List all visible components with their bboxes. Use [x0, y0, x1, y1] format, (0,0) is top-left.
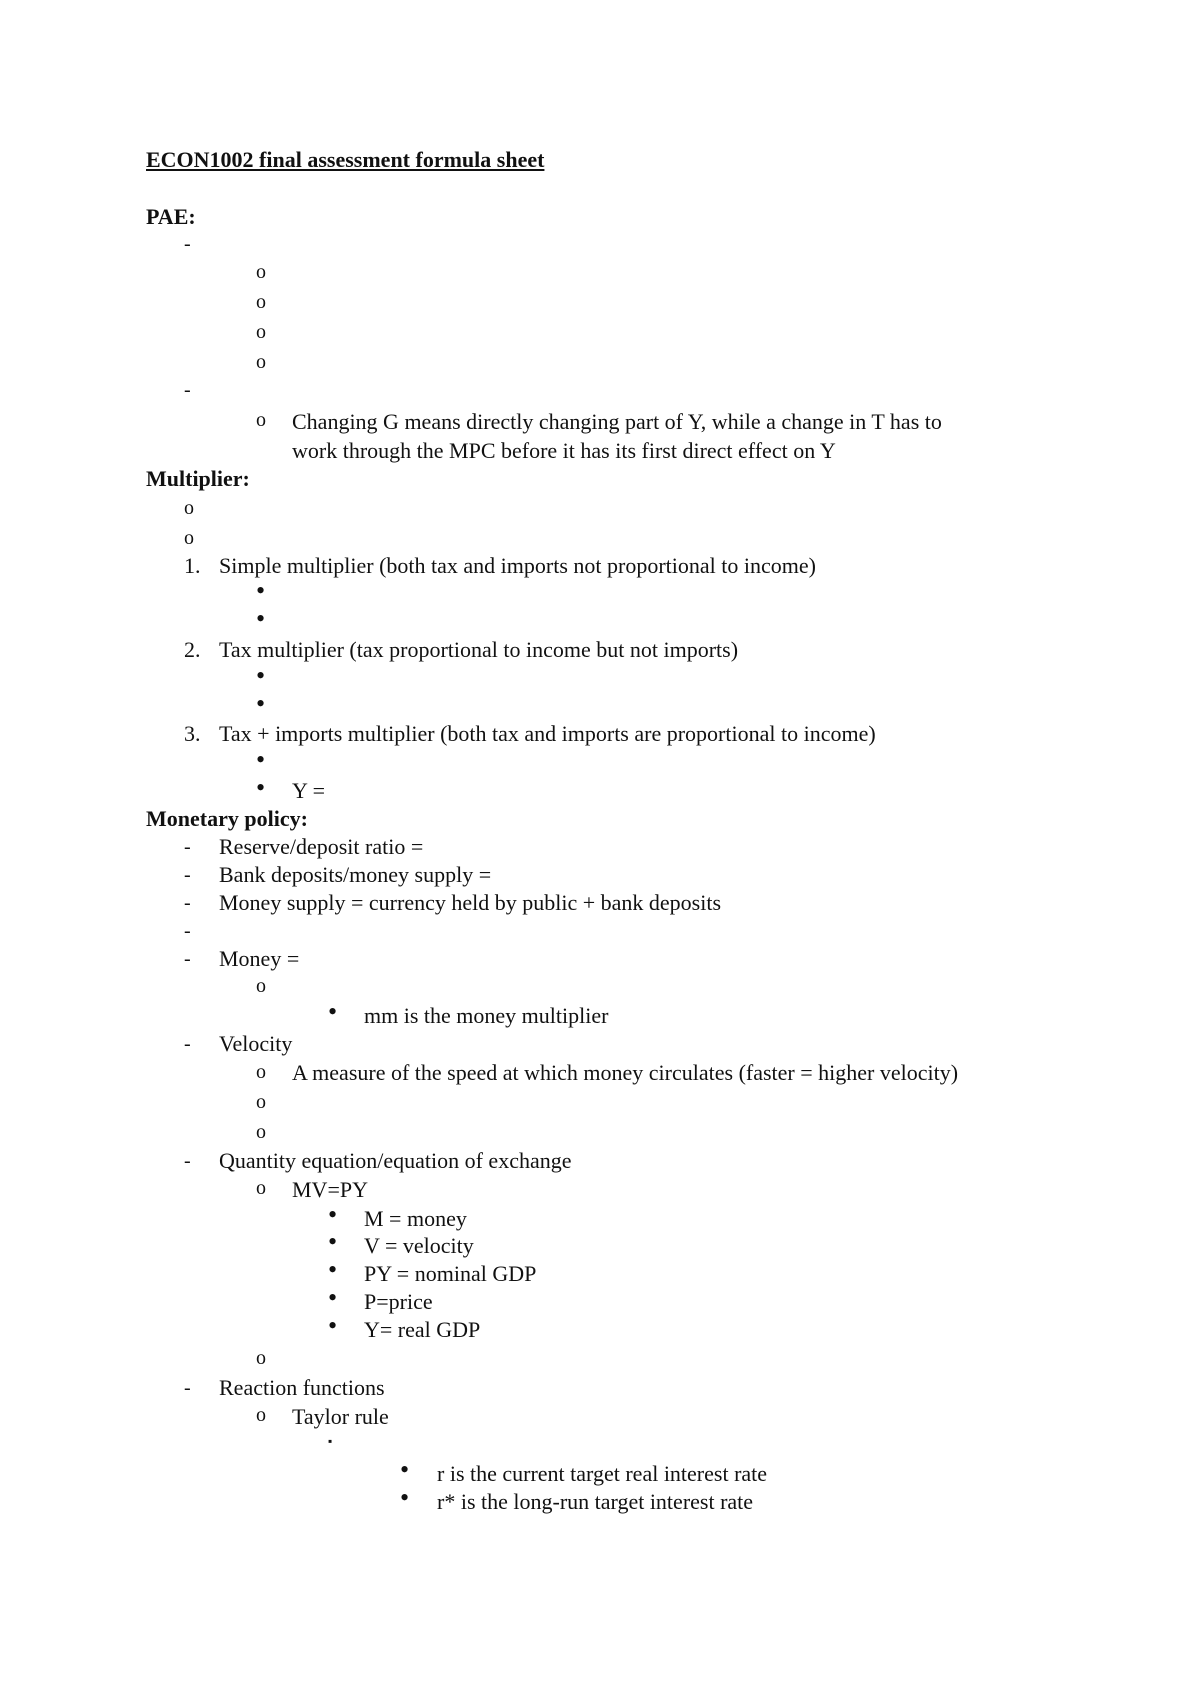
dot-bullet: •	[328, 1255, 338, 1284]
circle-bullet: o	[184, 527, 194, 549]
definition-money: M = money	[364, 1206, 467, 1231]
circle-bullet: o	[184, 497, 194, 519]
r-star-note: r* is the long-run target interest rate	[437, 1489, 754, 1514]
dot-bullet: •	[328, 1200, 338, 1229]
dot-bullet: •	[328, 1311, 338, 1340]
circle-bullet: o	[256, 1177, 266, 1199]
mv-py-equation: MV=PY	[292, 1177, 368, 1202]
multiplier-item-number: 1.	[184, 553, 201, 578]
reserve-ratio-text: Reserve/deposit ratio =	[219, 834, 424, 859]
multiplier-heading: Multiplier:	[146, 466, 250, 491]
dash-bullet: -	[184, 864, 191, 886]
dash-bullet: -	[184, 233, 191, 255]
dash-bullet: -	[184, 1377, 191, 1399]
monetary-heading: Monetary policy:	[146, 806, 308, 831]
dot-bullet: •	[256, 689, 266, 718]
circle-bullet: o	[256, 351, 266, 373]
dash-bullet: -	[184, 948, 191, 970]
circle-bullet: o	[256, 261, 266, 283]
money-supply-text: Money supply = currency held by public + bank deposits	[219, 890, 722, 915]
pae-note-line2: work through the MPC before it has its first direct effect on Y	[292, 438, 836, 463]
definition-real-gdp: Y= real GDP	[364, 1317, 481, 1342]
circle-bullet: o	[256, 321, 266, 343]
pae-heading: PAE:	[146, 204, 196, 229]
dot-bullet: •	[328, 1227, 338, 1256]
deposits-money-supply-text: Bank deposits/money supply =	[219, 862, 492, 887]
multiplier-item-text: Tax + imports multiplier (both tax and imports are proportional to income)	[219, 721, 876, 746]
dot-bullet: •	[400, 1483, 410, 1512]
multiplier-item-number: 2.	[184, 637, 201, 662]
dot-bullet: •	[256, 745, 266, 774]
dash-bullet: -	[184, 1150, 191, 1172]
circle-bullet: o	[256, 1347, 266, 1369]
page-title: ECON1002 final assessment formula sheet	[146, 147, 545, 172]
definition-price: P=price	[364, 1289, 433, 1314]
definition-velocity: V = velocity	[364, 1233, 474, 1258]
dot-bullet: •	[256, 661, 266, 690]
dash-bullet: -	[184, 920, 191, 942]
multiplier-item-text: Tax multiplier (tax proportional to income but not imports)	[219, 637, 739, 662]
definition-nominal-gdp: PY = nominal GDP	[364, 1261, 537, 1286]
dash-bullet: -	[184, 836, 191, 858]
dot-bullet: •	[328, 1283, 338, 1312]
circle-bullet: o	[256, 1121, 266, 1143]
velocity-description: A measure of the speed at which money circulates (faster = higher velocity)	[292, 1060, 959, 1085]
reaction-functions-text: Reaction functions	[219, 1375, 385, 1400]
multiplier-item-number: 3.	[184, 721, 201, 746]
dot-bullet: •	[328, 997, 338, 1026]
multiplier-y-label: Y =	[292, 778, 325, 803]
square-bullet: ▪	[328, 1434, 333, 1448]
dot-bullet: •	[256, 773, 266, 802]
dot-bullet: •	[256, 576, 266, 605]
dash-bullet: -	[184, 1033, 191, 1055]
r-note: r is the current target real interest rate	[437, 1461, 768, 1486]
money-text: Money =	[219, 946, 300, 971]
dot-bullet: •	[256, 604, 266, 633]
velocity-text: Velocity	[219, 1031, 293, 1056]
circle-bullet: o	[256, 409, 266, 431]
circle-bullet: o	[256, 1404, 266, 1426]
pae-note-line1: Changing G means directly changing part of Y, while a change in T has to	[292, 409, 942, 434]
dash-bullet: -	[184, 892, 191, 914]
circle-bullet: o	[256, 291, 266, 313]
circle-bullet: o	[256, 1061, 266, 1083]
dash-bullet: -	[184, 379, 191, 401]
circle-bullet: o	[256, 975, 266, 997]
money-multiplier-note: mm is the money multiplier	[364, 1003, 609, 1028]
circle-bullet: o	[256, 1091, 266, 1113]
dot-bullet: •	[400, 1455, 410, 1484]
multiplier-item-text: Simple multiplier (both tax and imports not proportional to income)	[219, 553, 816, 578]
taylor-rule-text: Taylor rule	[292, 1404, 389, 1429]
quantity-equation-text: Quantity equation/equation of exchange	[219, 1148, 572, 1173]
